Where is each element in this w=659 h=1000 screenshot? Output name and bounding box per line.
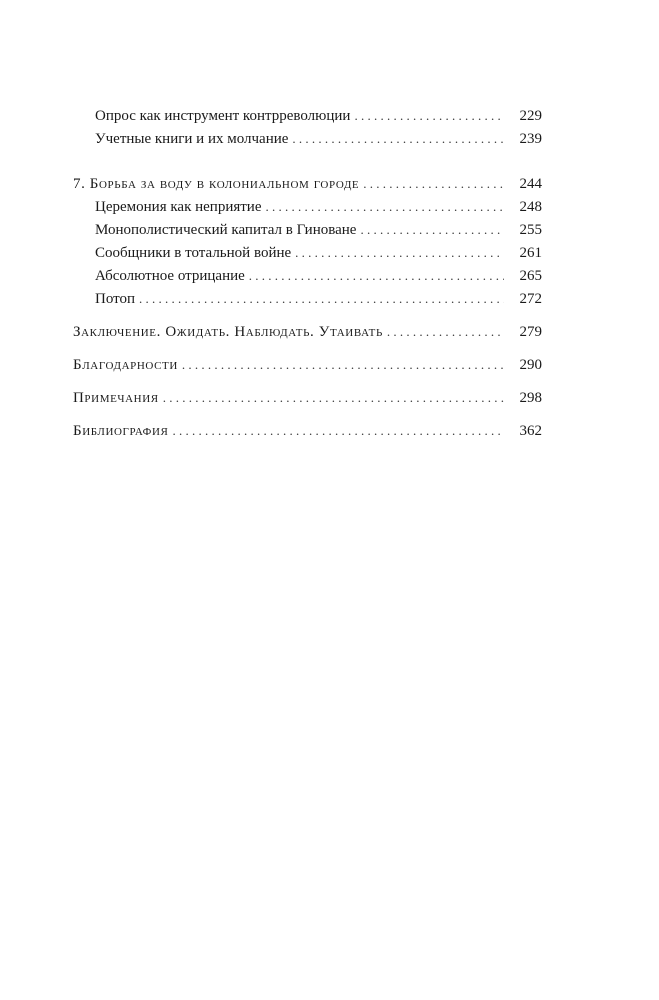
toc-chapter-title: Библиография	[73, 423, 169, 439]
toc-chapter	[73, 320, 542, 343]
toc-chapter-page: 362	[519, 423, 542, 439]
toc-entry-page: 261	[519, 245, 542, 261]
toc-entry	[73, 264, 542, 287]
toc-entry-page: 272	[519, 291, 542, 307]
toc-entry-title: Сообщники в тотальной войне	[95, 245, 292, 261]
toc-entry-page: 255	[519, 222, 542, 238]
toc-entry-page: 239	[519, 131, 542, 147]
dot-leader	[360, 218, 504, 241]
dot-leader	[363, 172, 504, 195]
toc-chapter-title: Примечания	[73, 390, 159, 406]
toc-entry-page: 248	[519, 199, 542, 215]
toc-entry	[73, 287, 542, 310]
toc-chapter-page: 290	[519, 357, 542, 373]
toc-chapter	[73, 353, 542, 376]
table-of-contents	[73, 104, 542, 442]
toc-chapter-page: 279	[519, 324, 542, 340]
toc-entry-title: Церемония как неприятие	[95, 199, 262, 215]
toc-chapter-title: Заключение. Ожидать. Наблюдать. Утаивать	[73, 324, 383, 340]
toc-chapter	[73, 386, 542, 409]
spacer	[73, 409, 542, 419]
toc-entry	[73, 195, 542, 218]
toc-entry-title: Потоп	[95, 291, 136, 307]
spacer	[73, 310, 542, 320]
toc-entry	[73, 218, 542, 241]
dot-leader	[249, 264, 504, 287]
toc-entry-page: 229	[519, 108, 542, 124]
toc-entry	[73, 104, 542, 127]
dot-leader	[172, 419, 504, 442]
toc-entry-title: Опрос как инструмент контрреволюции	[95, 108, 351, 124]
spacer	[73, 376, 542, 386]
dot-leader	[139, 287, 504, 310]
toc-entry-title: Монополистический капитал в Гиноване	[95, 222, 357, 238]
toc-chapter-title: 7. Борьба за воду в колониальном городе	[73, 176, 360, 192]
toc-chapter	[73, 419, 542, 442]
spacer	[73, 343, 542, 353]
toc-chapter	[73, 172, 542, 195]
dot-leader	[387, 320, 504, 343]
toc-chapter-page: 298	[519, 390, 542, 406]
toc-entry-page: 265	[519, 268, 542, 284]
dot-leader	[182, 353, 504, 376]
dot-leader	[163, 386, 504, 409]
dot-leader	[354, 104, 504, 127]
spacer	[73, 150, 542, 172]
dot-leader	[295, 241, 504, 264]
toc-entry	[73, 127, 542, 150]
dot-leader	[292, 127, 504, 150]
toc-chapter-title: Благодарности	[73, 357, 178, 373]
dot-leader	[265, 195, 504, 218]
toc-chapter-page: 244	[519, 176, 542, 192]
toc-entry-title: Учетные книги и их молчание	[95, 131, 289, 147]
toc-entry	[73, 241, 542, 264]
toc-entry-title: Абсолютное отрицание	[95, 268, 245, 284]
